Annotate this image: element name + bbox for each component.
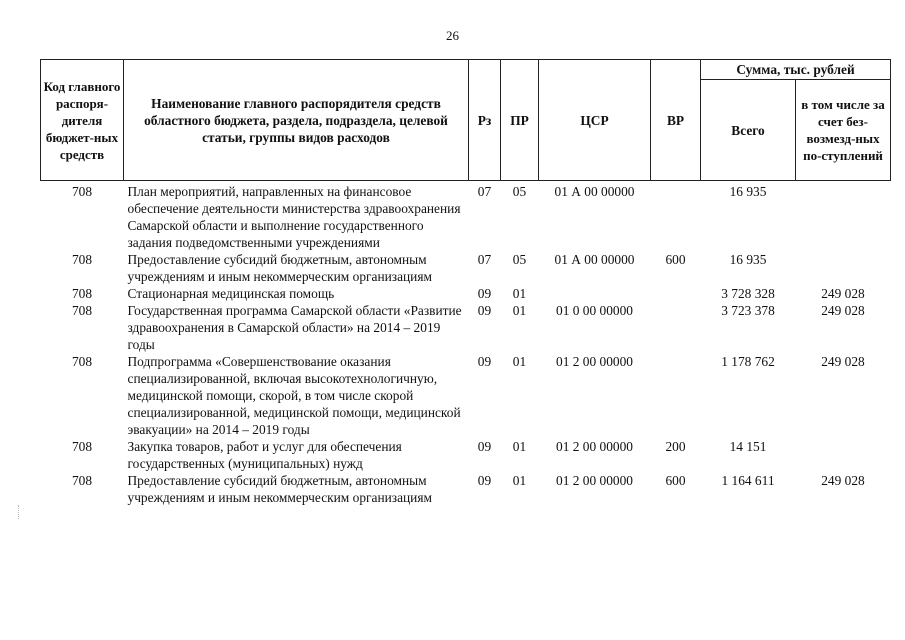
cell-csr: 01 2 00 00000 <box>556 439 633 454</box>
scan-artifact <box>18 505 23 519</box>
cell-pr: 05 <box>512 252 527 267</box>
cell-pr: 01 <box>512 286 527 301</box>
cell-csr: 01 А 00 00000 <box>554 184 635 199</box>
cell-pr: 01 <box>512 354 527 369</box>
cell-vr: 600 <box>665 473 686 488</box>
cell-code: 708 <box>71 184 93 199</box>
header-name: Наименование главного распорядителя средств областного бюджета, раздела, подраздела, целевой статьи, группы видов расходов <box>124 60 469 181</box>
cell-name: Закупка товаров, работ и услуг для обеспечения государственных (муниципальных) нужд <box>127 439 402 471</box>
header-pr: ПР <box>501 60 539 181</box>
cell-rz: 07 <box>477 252 492 267</box>
table-row <box>41 251 891 285</box>
cell-name: План мероприятий, направленных на финансовое обеспечение деятельности министерства здравоохранения Самарской области и выполнение государственного задания подведомственными учреждениями <box>127 184 461 250</box>
cell-code: 708 <box>71 473 93 488</box>
cell-free: 249 028 <box>821 286 865 301</box>
header-sum: Сумма, тыс. рублей <box>701 60 891 80</box>
cell-name: Стационарная медицинская помощь <box>127 286 335 301</box>
cell-total: 3 728 328 <box>721 286 775 301</box>
cell-pr: 01 <box>512 303 527 318</box>
header-vr: ВР <box>651 60 701 181</box>
cell-vr <box>651 353 701 438</box>
cell-name: Предоставление субсидий бюджетным, автономным учреждениям и иным некоммерческим организациям <box>127 252 432 284</box>
cell-free: 249 028 <box>821 473 865 488</box>
table-row <box>41 181 891 252</box>
cell-vr: 600 <box>665 252 686 267</box>
cell-pr: 01 <box>512 439 527 454</box>
cell-code: 708 <box>71 303 93 318</box>
cell-free <box>796 438 891 472</box>
cell-rz: 09 <box>477 286 492 301</box>
header-total: Всего <box>701 80 796 181</box>
cell-free: 249 028 <box>821 303 865 318</box>
header-code: Код главного распоря-дителя бюджет-ных средств <box>41 60 124 181</box>
table-header <box>41 60 891 181</box>
table-row <box>41 285 891 302</box>
cell-rz: 09 <box>477 354 492 369</box>
cell-name: Государственная программа Самарской области «Развитие здравоохранения в Самарской области» на 2014 – 2019 годы <box>127 303 462 352</box>
cell-name: Подпрограмма «Совершенствование оказания специализированной, включая высокотехнологичную, медицинской помощи, скорой, в том числе скорой специализированной, медицинской помощи, медицинской эвакуации» на 2014 – 2019 годы <box>127 354 461 437</box>
header-rz: Рз <box>469 60 501 181</box>
cell-csr: 01 2 00 00000 <box>556 473 633 488</box>
budget-table <box>40 59 891 506</box>
header-free: в том числе за счет без-возмезд-ных по-ступлений <box>796 80 891 181</box>
cell-code: 708 <box>71 252 93 267</box>
table-row <box>41 472 891 506</box>
cell-free <box>796 251 891 285</box>
cell-vr <box>651 285 701 302</box>
cell-total: 1 164 611 <box>721 473 775 488</box>
cell-code: 708 <box>71 439 93 454</box>
cell-rz: 07 <box>477 184 492 199</box>
cell-free <box>796 181 891 252</box>
table-body <box>41 181 891 507</box>
cell-total: 3 723 378 <box>721 303 775 318</box>
cell-csr <box>539 285 651 302</box>
cell-total: 16 935 <box>729 252 767 267</box>
cell-name: Предоставление субсидий бюджетным, автономным учреждениям и иным некоммерческим организациям <box>127 473 432 505</box>
cell-vr <box>651 302 701 353</box>
cell-pr: 05 <box>512 184 527 199</box>
cell-code: 708 <box>71 354 93 369</box>
table-row <box>41 302 891 353</box>
cell-pr: 01 <box>512 473 527 488</box>
cell-total: 1 178 762 <box>721 354 775 369</box>
page-number: 26 <box>446 28 459 43</box>
cell-vr <box>651 181 701 252</box>
cell-total: 16 935 <box>729 184 767 199</box>
cell-csr: 01 2 00 00000 <box>556 354 633 369</box>
cell-free: 249 028 <box>821 354 865 369</box>
cell-total: 14 151 <box>729 439 767 454</box>
cell-rz: 09 <box>477 303 492 318</box>
cell-rz: 09 <box>477 439 492 454</box>
table-row <box>41 353 891 438</box>
cell-code: 708 <box>71 286 93 301</box>
table-row <box>41 438 891 472</box>
cell-csr: 01 0 00 00000 <box>556 303 633 318</box>
cell-rz: 09 <box>477 473 492 488</box>
header-csr: ЦСР <box>539 60 651 181</box>
cell-vr: 200 <box>665 439 686 454</box>
cell-csr: 01 А 00 00000 <box>554 252 635 267</box>
